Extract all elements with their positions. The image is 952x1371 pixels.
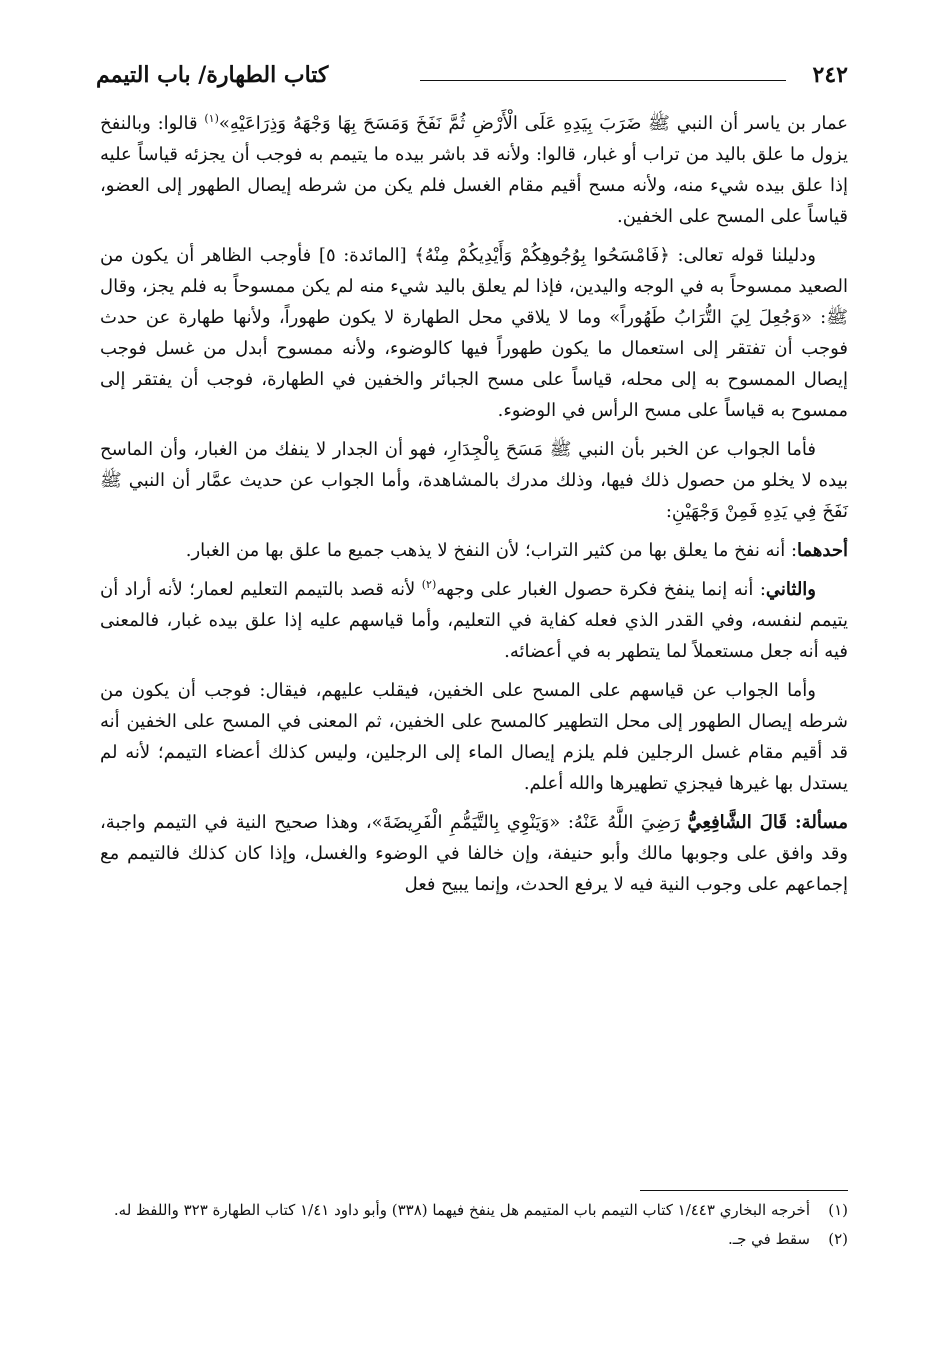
paragraph-text: عمار بن ياسر أن النبي ﷺ ضَرَبَ بِيَدِهِ عَلَى الْأَرْضِ ثُمَّ نَفَخَ وَمَسَحَ بِهَا وَجْهَهُ وَذِرَاعَيْهِ» (218, 113, 848, 134)
paragraph-lead: والثاني (765, 579, 816, 600)
running-header (96, 60, 848, 100)
paragraph-lead: أحدهما (797, 540, 848, 561)
paragraph-6 (100, 675, 848, 799)
footnote-1 (100, 1198, 848, 1223)
footnote-number: (١) (828, 1201, 848, 1219)
paragraph-text: : أنه إنما ينفخ فكرة حصول الغبار على وجهه (436, 579, 766, 600)
footnotes (100, 1198, 848, 1256)
footnote-ref-1: (١) (204, 112, 219, 125)
header-rule (420, 80, 786, 81)
footnote-rule (640, 1190, 848, 1191)
paragraph-7 (100, 807, 848, 900)
paragraph-text: فأما الجواب عن الخبر بأن النبي ﷺ مَسَحَ بِالْجِدَارِ، فهو أن الجدار لا ينفك من الغبار، وأن الماسح بيده لا يخلو من حصول ذلك فيها، وذلك مدرك بالمشاهدة، وأما الجواب عن حديث عمَّار أن النبي ﷺ نَفَخَ فِي يَدِهِ فَمِنْ وَجْهَيْنِ: (100, 439, 848, 522)
paragraph-2 (100, 240, 848, 426)
paragraph-text-cont: قالوا: وبالنفخ يزول ما علق باليد من تراب أو غبار، قالوا: ولأنه قد باشر بيده ما يتيمم به فوجب أن يجزئه قياساً عليه إذا علق بيده شيء منه، ولأنه مسح أقيم مقام الغسل فلم يكن من شرطه إيصال الطهور إلى العضو، قياساً على المسح على الخفين. (100, 113, 848, 227)
footnote-number: (٢) (828, 1230, 848, 1248)
paragraph-lead: مسألة: قَالَ الشَّافِعِيُّ (687, 812, 848, 833)
paragraph-4 (100, 535, 848, 566)
paragraph-text: رَضِيَ اللَّهُ عَنْهُ: «وَيَنْوِي بِالتَّيَمُّمِ الْفَرِيضَةَ»، وهذا صحيح النية في التيمم واجبة، وقد وافق على وجوبها مالك وأبو حنيفة، وإن خالفا في الوضوء والغسل، وإذا كان كذلك فالتيمم مع إجماعهم على وجوب النية فيه لا يرفع الحدث، وإنما يبيح فعل (100, 812, 848, 895)
main-text (100, 108, 848, 908)
page-number: ٢٤٢ (812, 62, 848, 88)
header-title: كتاب الطهارة/ باب التيمم (96, 62, 329, 88)
paragraph-3 (100, 434, 848, 527)
footnote-ref-2: (٢) (421, 578, 437, 591)
paragraph-text: : أنه نفخ ما يعلق بها من كثير التراب؛ لأن النفخ لا يذهب جميع ما علق بها من الغبار. (185, 540, 798, 561)
footnote-text: سقط في جـ. (727, 1230, 810, 1248)
paragraph-5 (100, 574, 848, 667)
paragraph-1 (100, 108, 848, 232)
paragraph-text-cont: لأنه قصد بالتيمم التعليم لعمار؛ لأنه أراد أن يتيمم لنفسه، وفي القدر الذي فعله كفاية في التعليم، وأما قياسهم عليه إذا علق بيده غبار، فالمعنى فيه أنه جعل مستعملاً لما يتطهر به في أعضائه. (100, 579, 848, 662)
footnote-text: أخرجه البخاري ١/٤٤٣ كتاب التيمم باب المتيمم هل ينفخ فيهما (٣٣٨) وأبو داود ١/٤١ كتاب الطهارة ٣٢٣ واللفظ له. (113, 1201, 810, 1219)
footnote-2 (100, 1227, 848, 1252)
paragraph-text: وأما الجواب عن قياسهم على المسح على الخفين، فيقلب عليهم، فيقال: فوجب أن يكون من شرطه إيصال الطهور إلى محل التطهير كالمسح على الخفين، ثم المعنى في المسح على الخفين أنه قد أقيم مقام غسل الرجلين فلم يلزم إيصال الماء إلى الرجلين، وليس كذلك أعضاء التيمم؛ لأنه لم يستدل بها غيرها فيجزي تطهيرها والله أعلم. (100, 680, 848, 794)
paragraph-text: ودليلنا قوله تعالى: ﴿فَامْسَحُوا بِوُجُوهِكُمْ وَأَيْدِيكُمْ مِنْهُ﴾ [المائدة: ٥] فأوجب الظاهر أن يكون من الصعيد ممسوحاً به في الوجه واليدين، فإذا لم يعلق باليد شيء منه لم يكن ممسوحاً به فلم يجز، وقال ﷺ: «وَجُعِلَ لِيَ التُّرَابُ طَهُوراً» وما لا يلاقي محل الطهارة لا يكون طهوراً، ولأنها طهارة عن حدث فوجب أن تفتقر إلى استعمال ما يكون طهوراً فيها كالوضوء، ولأنه ممسوح أبدل من غسل فوجب إيصال الممسوح به إلى محله، قياساً على مسح الجبائر والخفين في الطهارة، فوجب أن يفتقر إلى ممسوح به قياساً على مسح الرأس في الوضوء. (100, 245, 848, 421)
